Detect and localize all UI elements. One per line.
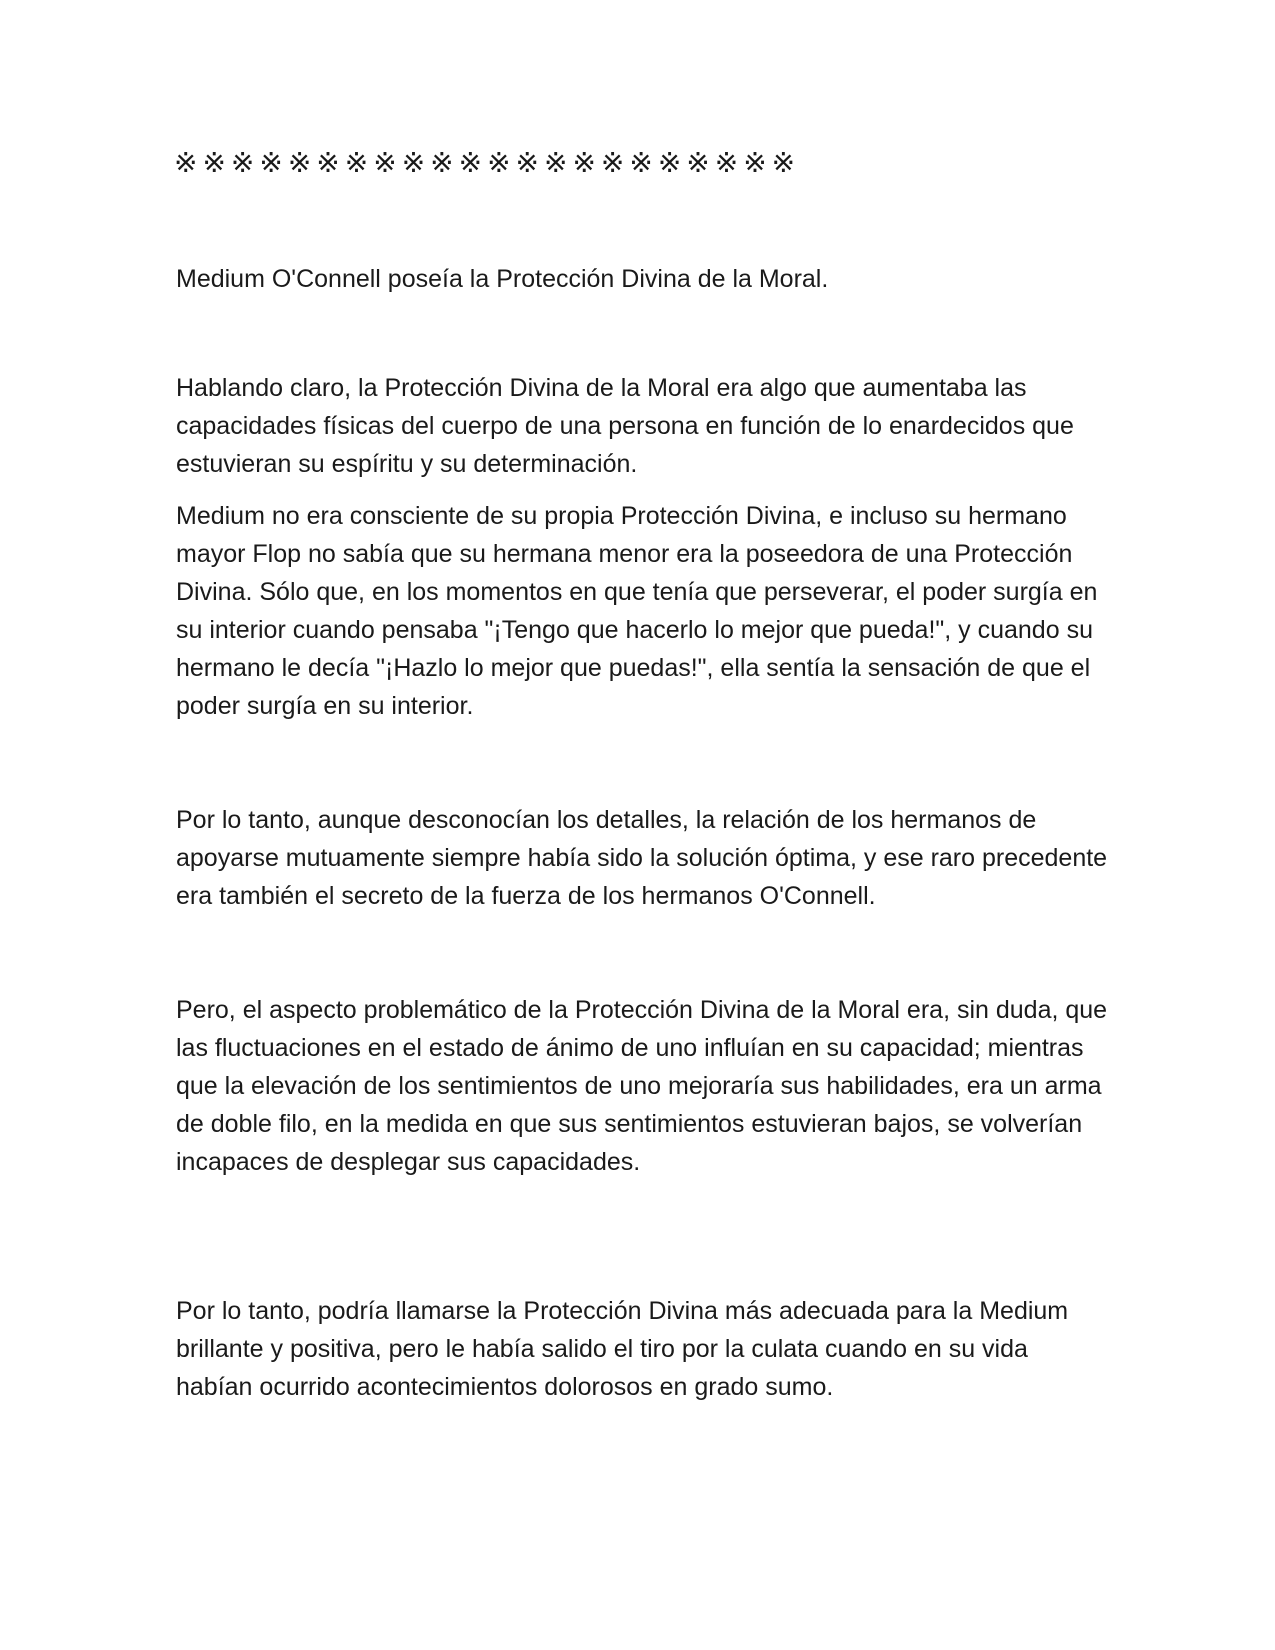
paragraph: Medium O'Connell poseía la Protección Divina de la Moral. bbox=[176, 265, 829, 293]
paragraph: Hablando claro, la Protección Divina de la Moral era algo que aumentaba las capacidades físicas del cuerpo de una persona en función de lo enardecidos que estuvieran su espíritu y su determinación. bbox=[176, 374, 1074, 478]
paragraph: Por lo tanto, podría llamarse la Protección Divina más adecuada para la Medium brillante y positiva, pero le había salido el tiro por la culata cuando en su vida habían ocurrido acontecimientos dolorosos en grado sumo. bbox=[176, 1297, 1069, 1401]
paragraph: Medium no era consciente de su propia Protección Divina, e incluso su hermano mayor Flop no sabía que su hermana menor era la poseedora de una Protección Divina. Sólo que, en los momentos en que tenía que perseverar, el poder surgía en su interior cuando pensaba "¡Tengo que hacerlo lo mejor que pueda!", y cuando su hermano le decía "¡Hazlo lo mejor que puedas!", ella sentía la sensación de que el poder surgía en su interior. bbox=[176, 502, 1098, 720]
section-separator: ※※※※※※※※※※※※※※※※※※※※※※ bbox=[174, 146, 801, 179]
paragraph: Pero, el aspecto problemático de la Protección Divina de la Moral era, sin duda, que las fluctuaciones en el estado de ánimo de uno influían en su capacidad; mientras que la elevación de los sentimientos de uno mejoraría sus habilidades, era un arma de doble filo, en la medida en que sus sentimientos estuvieran bajos, se volverían incapaces de desplegar sus capacidades. bbox=[176, 996, 1108, 1176]
paragraph: Por lo tanto, aunque desconocían los detalles, la relación de los hermanos de apoyarse mutuamente siempre había sido la solución óptima, y ese raro precedente era también el secreto de la fuerza de los hermanos O'Connell. bbox=[176, 806, 1108, 910]
